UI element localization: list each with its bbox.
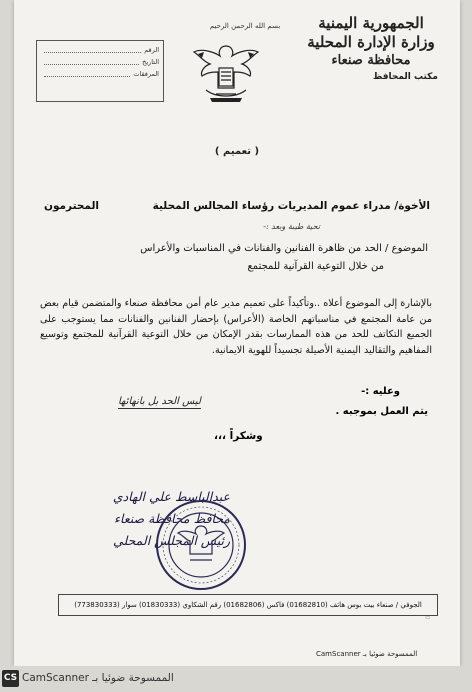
- ref-number-label: الرقم: [144, 46, 159, 54]
- subject-line-1: الموضوع / الحد من ظاهرة الفنانين والفنانات في المناسبات والأعراس: [140, 243, 428, 254]
- handwritten-note: ليس الحد بل بانهائها: [118, 396, 201, 407]
- addressee-row: [44, 200, 430, 212]
- reference-box: [36, 40, 164, 102]
- wa-alayh: وعليه :-: [361, 386, 400, 397]
- subject-line-2: من خلال التوعية القرآنية للمجتمع: [247, 261, 384, 272]
- ref-attachments-label: المرفقات: [133, 70, 159, 78]
- footer-mark: ▭: [425, 615, 430, 621]
- signer-title-1: محافظ محافظة صنعاء: [114, 511, 230, 526]
- ref-date-label: التاريخ: [142, 58, 159, 66]
- greeting: تحية طيبة وبعد :-: [263, 222, 320, 231]
- circular-title: ( تعميم ): [214, 146, 260, 157]
- ministry-name: وزارة الإدارة المحلية: [307, 33, 435, 51]
- official-seal-icon: [154, 498, 248, 592]
- signer-name: عبدالباسط علي الهادي: [112, 489, 230, 504]
- yemen-eagle-emblem-icon: [190, 38, 262, 106]
- camscanner-watermark-top: الممسوحة ضوئيا بـ CamScanner: [316, 650, 418, 658]
- thanks-line: وشكراً ،،،: [214, 430, 263, 442]
- execute-line: يتم العمل بموجبه .: [335, 406, 428, 417]
- camscanner-bar: [0, 666, 472, 692]
- camscanner-watermark-bottom: الممسوحة ضوئيا بـ CamScanner: [22, 672, 174, 684]
- respected-label: المحترمون: [44, 200, 100, 212]
- governorate-name: محافظة صنعاء: [331, 53, 411, 68]
- subject-block: [74, 240, 428, 276]
- camscanner-logo-icon: CS: [2, 670, 19, 687]
- signer-title-2: رئيس المجلس المحلي: [113, 533, 230, 548]
- footer-contact: الجوفي / صنعاء بيت بوس هاتف (01682810) فاكس (01682806) رقم الشكاوي (01830333) سوار (773830333): [58, 594, 438, 616]
- letterhead: [296, 14, 446, 82]
- republic-name: الجمهورية اليمنية: [318, 14, 424, 32]
- addressee: الأخوة/ مدراء عموم المديريات رؤساء المجالس المحلية: [152, 200, 430, 212]
- office-name: مكتب المحافظ: [372, 72, 438, 82]
- document-page: [14, 0, 460, 666]
- basmala: بسم الله الرحمن الرحيم: [209, 22, 281, 30]
- letter-body: بالإشارة إلى الموضوع أعلاه ..وتأكيداً على تعميم مدير عام أمن محافظة صنعاء والمتضمن قيام بعض من عامة المجتمع في مناسباتهم الخاصة (الأعراس) بإحضار الفنانين والفنانات مما يستوجب على الجميع التكاتف للحد من هذه الممارسات بقدر الإمكان من خلال التوعية القرآنية للمجتمع وتوسيع المفاهيم والتقاليد اليمنية الأصيلة تجسيداً للهوية الايمانية.: [40, 298, 432, 356]
